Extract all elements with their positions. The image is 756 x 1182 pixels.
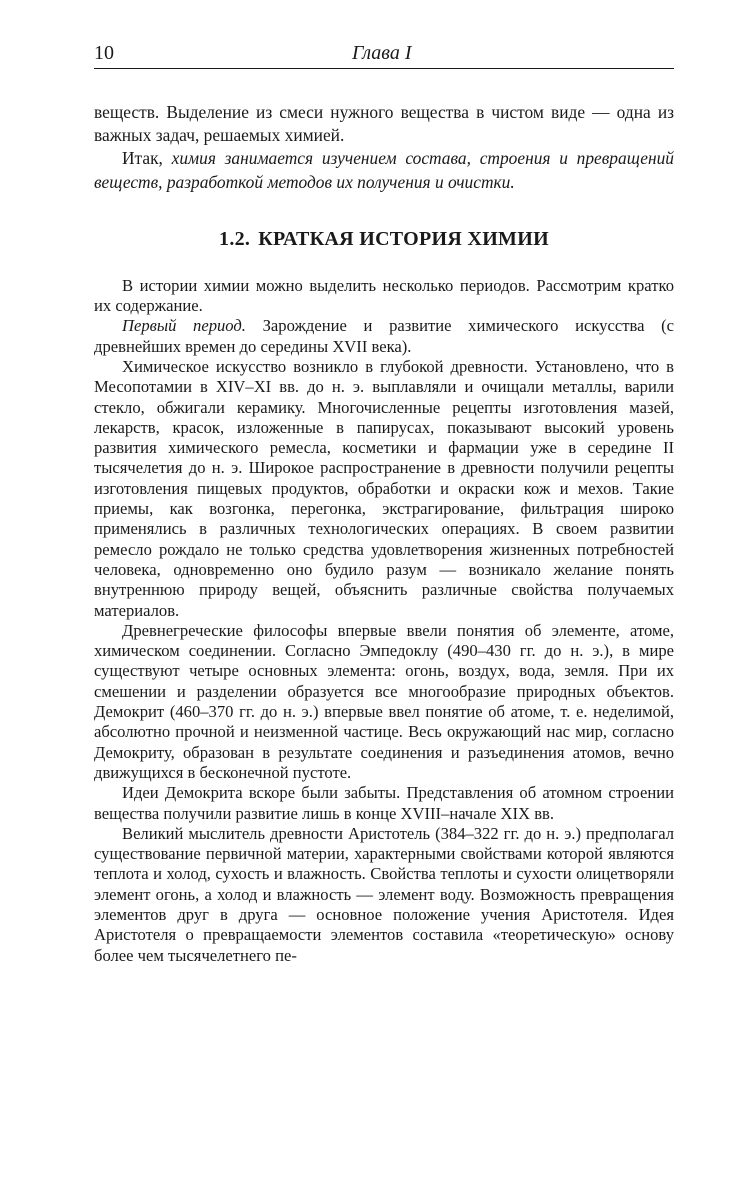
body-paragraph-3: Химическое искусство возникло в глубокой древности. Установлено, что в Месопотамии в XIV–XI вв. до н. э. выплавляли и очищали металлы, варили стекло, обжигали керамику. Многочисленные рецепты изготовления мазей, лекарств, красок, изложенные в папирусах, показывают высокий уровень развития химического ремесла, косметики и фармации уже в середине II тысячелетия до н. э. Широкое распространение в древности получили рецепты изготовления пищевых продуктов, обработки и окраски кож и мехов. Такие приемы, как возгонка, перегонка, экстрагирование, фильтрация широко применялись в различных технологических операциях. В своем развитии ремесло рождало не только средства удовлетворения жизненных потребностей человека, одновременно оно будило разум — возникало желание понять внутреннюю природу вещей, объяснить различные свойства получаемых материалов.: [94, 357, 674, 620]
intro-paragraph-2: [94, 147, 674, 193]
body-paragraph-4: Древнегреческие философы впервые ввели понятия об элементе, атоме, химическом соединении. Согласно Эмпедоклу (490–430 гг. до н. э.), в мире существуют четыре основных элемента: огонь, воздух, вода, земля. При их смешении и разделении образуется все многообразие природных объектов. Демокрит (460–370 гг. до н. э.) впервые ввел понятие об атоме, т. е. неделимой, абсолютно прочной и неизменной частице. Весь окружающий нас мир, согласно Демокриту, образован в результате соединения и разъединения атомов, вечно движущихся в бесконечной пустоте.: [94, 620, 674, 782]
chapter-title: Глава I: [352, 42, 412, 64]
body-paragraph-5: Идеи Демокрита вскоре были забыты. Представления об атомном строении вещества получили развитие лишь в конце XVIII–начале XIX вв.: [94, 783, 674, 823]
page-number: 10: [94, 42, 114, 64]
running-header: [94, 38, 674, 69]
body-paragraph-1: В истории химии можно выделить несколько периодов. Рассмотрим кратко их содержание.: [94, 275, 674, 316]
section-heading: [94, 228, 674, 251]
section-number: 1.2.: [219, 227, 251, 250]
body-paragraph-6: Великий мыслитель древности Аристотель (384–322 гг. до н. э.) предполагал существование первичной материи, характерными свойствами которой являются теплота и холод, сухость и влажность. Свойства теплоты и сухости олицетворяли элемент огонь, а холод и влажность — элемент воду. Возможность превращения элементов друг в друга — основное положение учения Аристотеля. Идея Аристотеля о превращаемости элементов составила «теоретическую» основу более чем тысячелетнего пе-: [94, 823, 674, 965]
intro-paragraph-1: веществ. Выделение из смеси нужного вещества в чистом виде — одна из важных задач, решаемых химией.: [94, 102, 674, 146]
section-body: [94, 276, 674, 966]
period-label: Первый период.: [122, 316, 246, 336]
intro-lead: Итак,: [122, 148, 172, 169]
intro-text: [94, 101, 674, 194]
section-title: КРАТКАЯ ИСТОРИЯ ХИМИИ: [258, 227, 549, 250]
definition-emphasis: химия занимается изучением состава, строения и превращений веществ, разработкой методов их получения и очистки.: [94, 148, 674, 192]
book-page: [94, 38, 674, 966]
period-description: Зарождение и развитие химического искусства (с древнейших времен до середины XVII века).: [94, 316, 674, 356]
body-paragraph-2: [94, 316, 674, 357]
